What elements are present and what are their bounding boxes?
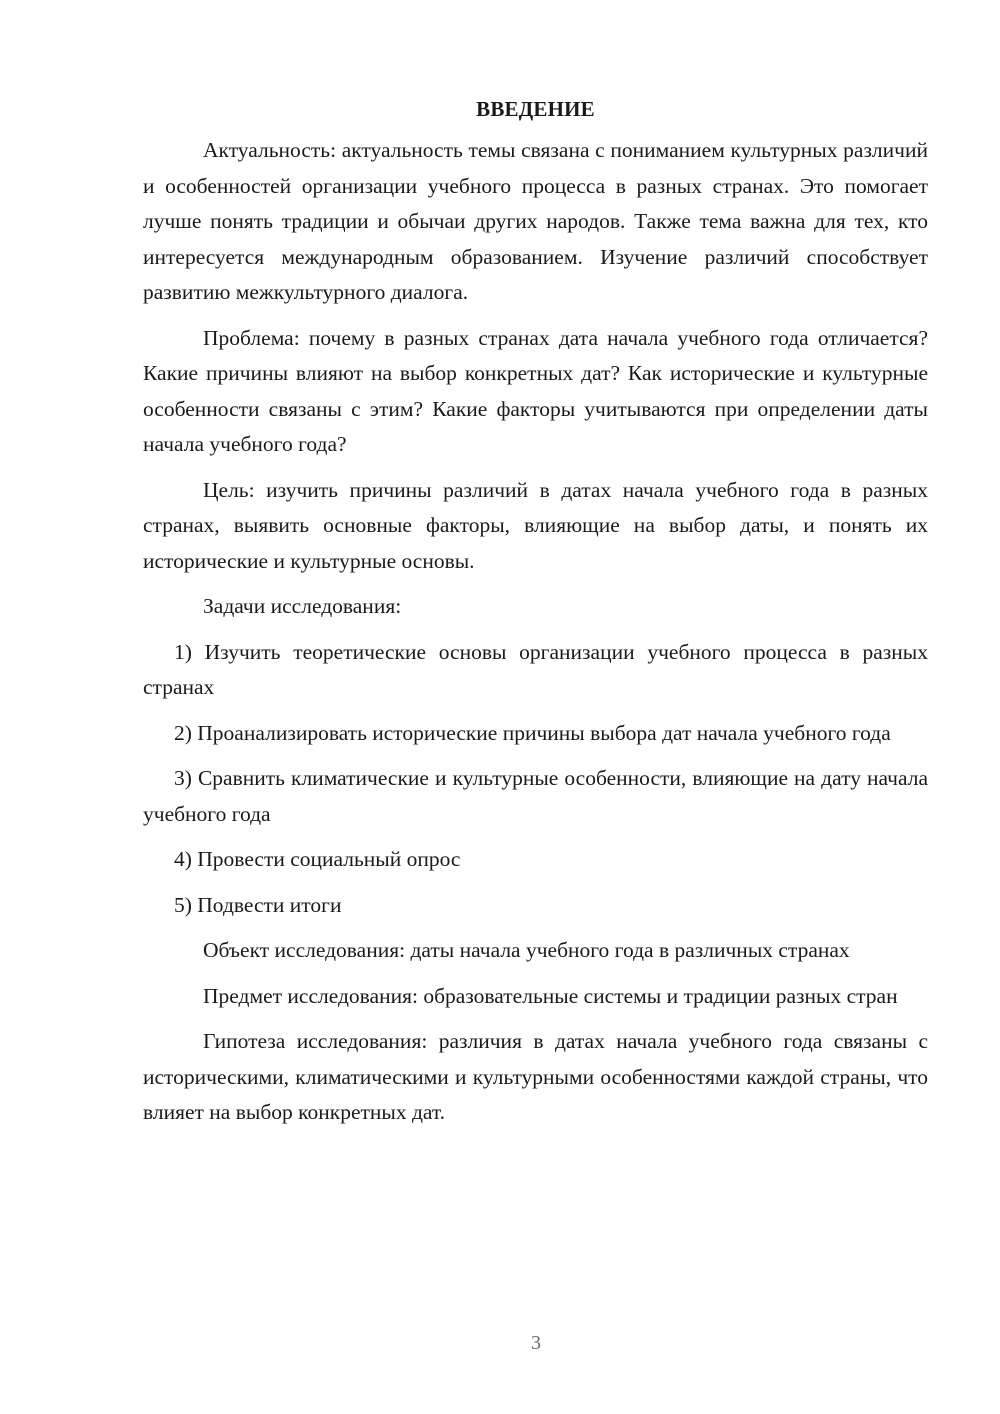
paragraph-hypothesis: Гипотеза исследования: различия в датах начала учебного года связаны с историческими, климатическими и культурными особенностями каждой страны, что влияет на выбор конкретных дат. xyxy=(143,1029,928,1124)
paragraph-object: Объект исследования: даты начала учебного года в различных странах xyxy=(203,938,850,962)
paragraph-goal: Цель: изучить причины различий в датах начала учебного года в разных странах, выявить основные факторы, влияющие на выбор даты, и понять их исторические и культурные основы. xyxy=(143,477,928,573)
paragraph-subject: Предмет исследования: образовательные системы и традиции разных стран xyxy=(203,983,898,1008)
paragraph-problem: Проблема: почему в разных странах дата начала учебного года отличается? Какие причины влияют на выбор конкретных дат? Как исторические и культурные особенности связаны с этим? Какие факторы учитываются при определении даты начала учебного года? xyxy=(143,325,928,456)
paragraph-relevance: Актуальность: актуальность темы связана с пониманием культурных различий и особенностей организации учебного процесса в разных странах. Это помогает лучше понять традиции и обычаи других народов. Также тема важна для тех, кто интересуется международным образованием. Изучение различий способствует развитию межкультурного диалога. xyxy=(143,138,928,304)
list-item: 5) Подвести итоги xyxy=(174,892,342,917)
paragraph-tasks-intro: Задачи исследования: xyxy=(203,594,402,618)
document-page xyxy=(143,92,928,1131)
list-item: 2) Проанализировать исторические причины выбора дат начала учебного года xyxy=(174,720,891,745)
list-item: 3) Сравнить климатические и культурные особенности, влияющие на дату начала учебного года xyxy=(143,766,928,826)
page-title: ВВЕДЕНИЕ xyxy=(476,97,595,121)
page-number: 3 xyxy=(531,1332,541,1354)
list-item: 4) Провести социальный опрос xyxy=(174,847,461,871)
list-item: 1) Изучить теоретические основы организации учебного процесса в разных странах xyxy=(143,639,928,699)
